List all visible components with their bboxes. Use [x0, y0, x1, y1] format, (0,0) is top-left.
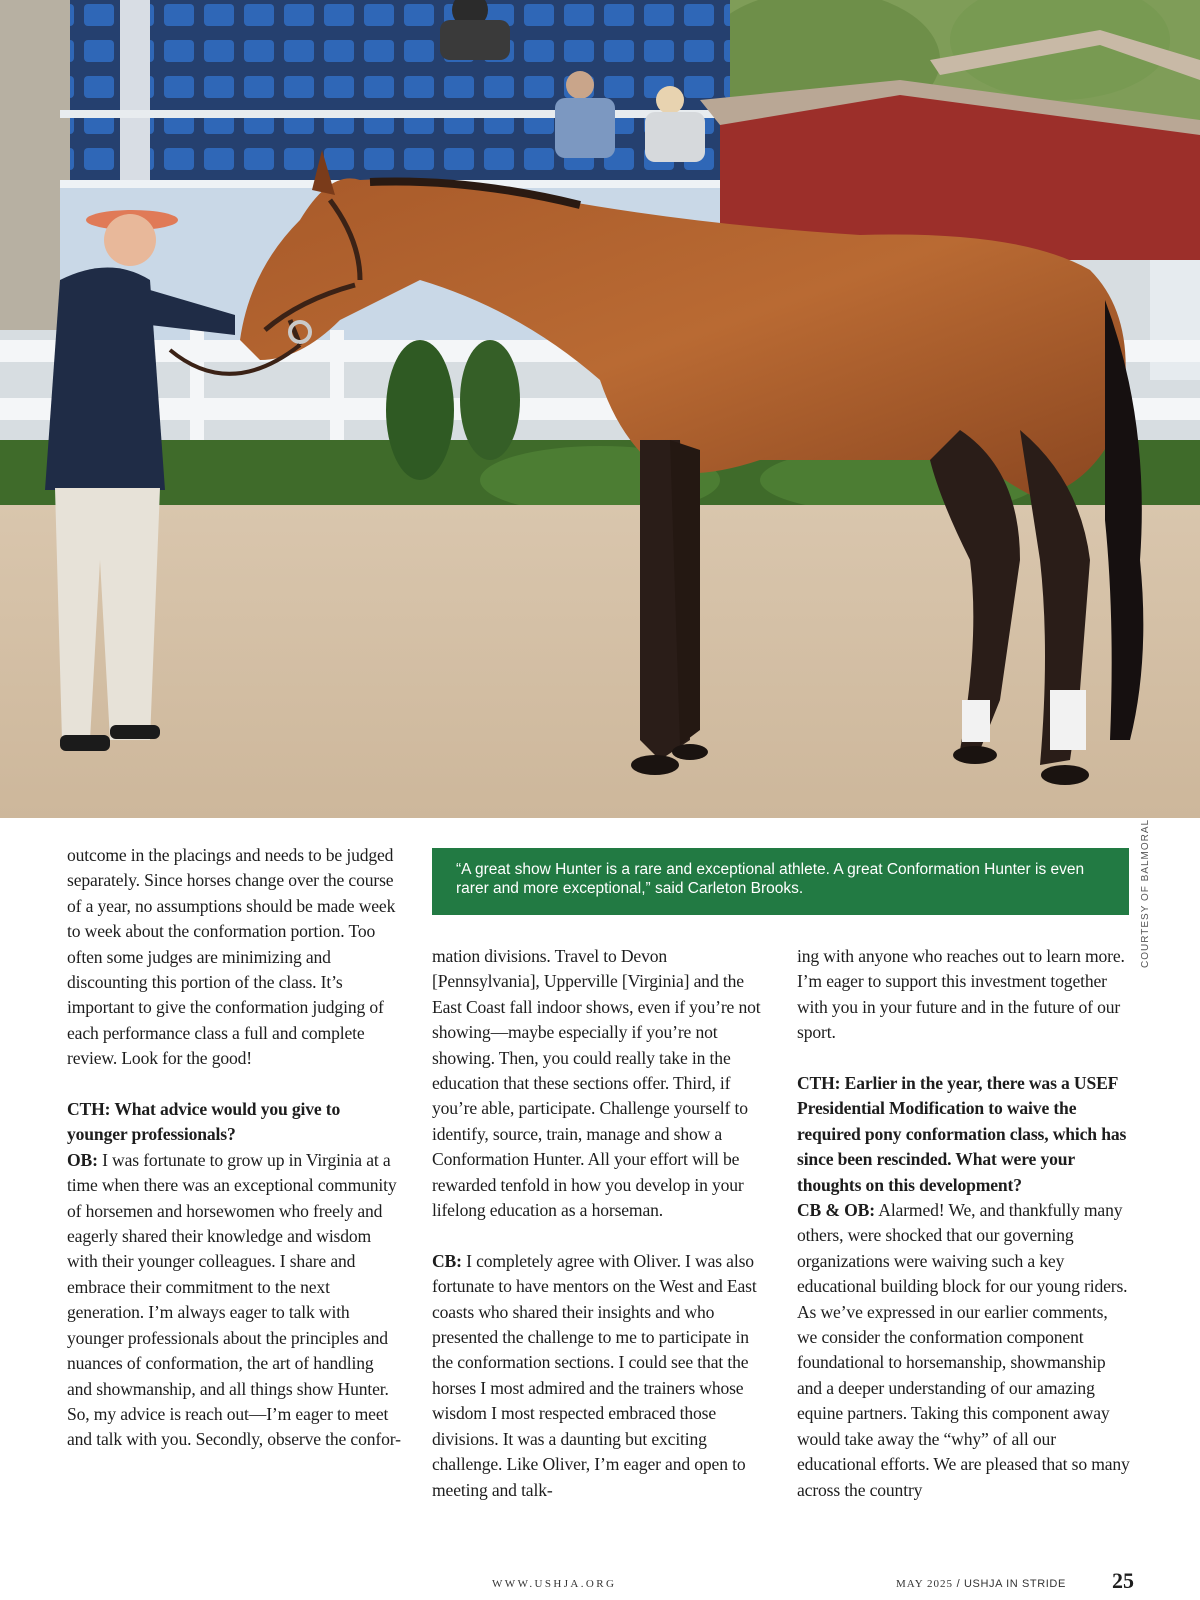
- qa-block: [67, 1097, 401, 1453]
- question: CTH: Earlier in the year, there was a USEF Presidential Modification to waive the required pony conformation class, which has since been rescinded. What were your thoughts on this development?: [797, 1073, 1127, 1195]
- question: CTH: What advice would you give to younger professionals?: [67, 1099, 341, 1145]
- caption-text: “A great show Hunter is a rare and exceptional athlete. A great Conformation Hunter is even rarer and more exceptional,” said Carleton Brooks.: [456, 861, 1085, 897]
- speaker-label: CB & OB:: [797, 1200, 875, 1221]
- article-column-2: [432, 944, 770, 1503]
- issue-date: MAY 2025: [896, 1578, 954, 1590]
- publication-name: USHJA IN STRIDE: [963, 1578, 1066, 1590]
- answer-text: I was fortunate to grow up in Virginia at a time when there was an exceptional community of horsemen and horsewomen who freely and eagerly shared their knowledge and wisdom with their younger colleagues. I share and embrace their commitment to the next generation. I’m always eager to talk with younger professionals about the principles and nuances of conformation, the art of handling and showmanship, and all things show Hunter. So, my advice is reach out—I’m eager to meet and talk with you. Secondly, observe the confor-: [67, 1149, 401, 1450]
- qa-block: [797, 1071, 1131, 1503]
- footer-separator: /: [953, 1578, 964, 1590]
- paragraph: ing with anyone who reaches out to learn more. I’m eager to support this investment together with you in your future and in the future of our sport.: [797, 946, 1125, 1043]
- speaker-label: CB:: [432, 1250, 462, 1271]
- footer-website-link[interactable]: WWW.USHJA.ORG: [492, 1578, 617, 1590]
- article-column-3: [797, 944, 1131, 1503]
- photo-caption: [432, 848, 1129, 915]
- footer-issue: [896, 1578, 1066, 1590]
- paragraph: outcome in the placings and needs to be judged separately. Since horses change over the course of a year, no assumptions should be made week to week about the conformation portion. Too often some judges are minimizing and discounting this portion of the class. It’s important to give the conformation judging of each performance class a full and complete review. Look for the good!: [67, 845, 396, 1069]
- answer-text: Alarmed! We, and thankfully many others, were shocked that our governing organizations were waiving such a key educational building block for our young riders. As we’ve expressed in our earlier comments, we consider the conformation component foundational to horsemanship, showmanship and a deeper understanding of our amazing equine partners. Taking this component away would take away the “why” of all our educational efforts. We are pleased that so many across the country: [797, 1200, 1130, 1500]
- answer-text: I completely agree with Oliver. I was also fortunate to have mentors on the West and East coasts who shared their insights and who presented the challenge to me to participate in the conformation sections. I could see that the horses I most admired and the trainers whose wisdom I most respected embraced those divisions. It was a daunting but exciting challenge. Like Oliver, I’m eager and open to meeting and talk-: [432, 1250, 757, 1500]
- article-column-1: [67, 843, 401, 1453]
- page-number: 25: [1112, 1568, 1134, 1593]
- speaker-label: OB:: [67, 1149, 98, 1170]
- photo-credit: COURTESY OF BALMORAL: [1140, 818, 1151, 968]
- paragraph: mation divisions. Travel to Devon [Pennsylvania], Upperville [Virginia] and the East Coast fall indoor shows, even if you’re not showing—maybe especially if you’re not showing. Then, you could really take in the education that these sections offer. Third, if you’re able, participate. Challenge yourself to identify, source, train, manage and show a Conformation Hunter. All your effort will be rewarded tenfold in how you develop in your lifelong education as a horseman.: [432, 946, 761, 1221]
- qa-block: [432, 1249, 770, 1503]
